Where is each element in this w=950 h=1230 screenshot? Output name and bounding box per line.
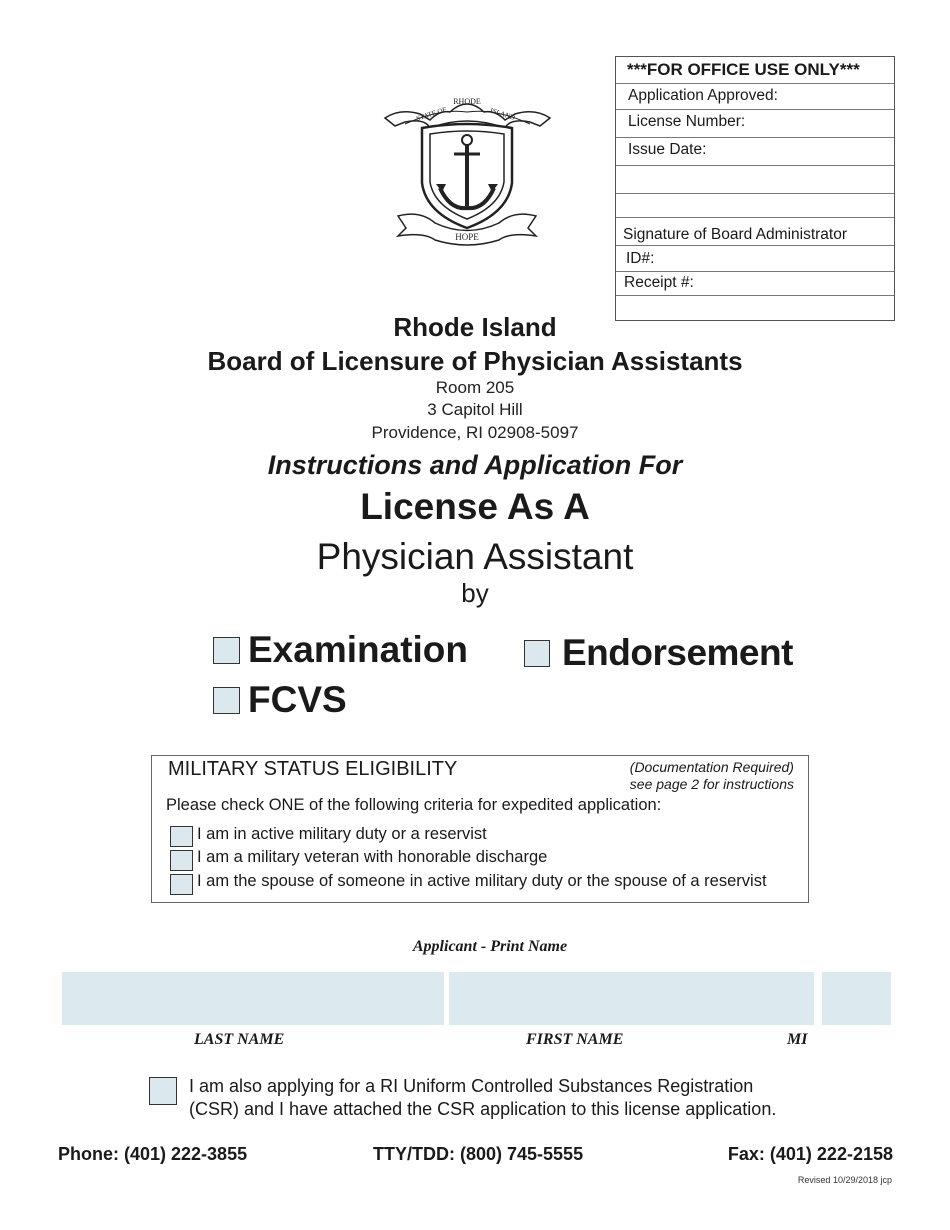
applicant-print-name-label: Applicant - Print Name <box>412 938 568 955</box>
address-city: Providence, RI 02908-5097 <box>371 423 579 442</box>
endorsement-label: Endorsement <box>562 632 793 673</box>
seal-motto: HOPE <box>455 232 479 242</box>
seal-banner-top: RHODE <box>453 97 481 106</box>
last-name-label: LAST NAME <box>194 1031 285 1048</box>
last-name-input[interactable] <box>62 972 444 1025</box>
by-label: by <box>461 578 489 608</box>
first-name-label: FIRST NAME <box>526 1031 624 1048</box>
military-active-checkbox[interactable] <box>170 826 193 847</box>
phone-number: Phone: (401) 222-3855 <box>58 1144 248 1164</box>
see-page-note: see page 2 for instructions <box>629 776 794 792</box>
seal-banner-left: STATE OF <box>415 105 448 123</box>
fcvs-label: FCVS <box>248 679 347 720</box>
office-receipt-label: Receipt #: <box>624 274 694 291</box>
endorsement-checkbox[interactable] <box>524 640 550 667</box>
tty-number: TTY/TDD: (800) 745-5555 <box>373 1144 584 1164</box>
profession-title: Physician Assistant <box>316 536 634 577</box>
doc-required-note: (Documentation Required) <box>629 759 794 775</box>
military-veteran-label: I am a military veteran with honorable discharge <box>197 848 548 866</box>
mi-label: MI <box>787 1031 808 1048</box>
office-header: ***FOR OFFICE USE ONLY*** <box>627 60 860 79</box>
office-blank-row <box>616 193 894 218</box>
examination-checkbox[interactable] <box>213 637 240 664</box>
examination-label: Examination <box>248 629 468 670</box>
office-license-number-label: License Number: <box>628 113 746 130</box>
csr-statement <box>189 1075 776 1121</box>
military-active-label: I am in active military duty or a reservist <box>197 825 487 843</box>
office-signature-row <box>616 217 894 246</box>
first-name-input[interactable] <box>449 972 814 1025</box>
board-title: Board of Licensure of Physician Assistants <box>207 346 743 376</box>
office-blank-row <box>616 165 894 194</box>
license-title: License As A <box>360 486 590 527</box>
office-receipt-row <box>616 271 894 296</box>
csr-line-2: (CSR) and I have attached the CSR application to this license application. <box>189 1099 777 1119</box>
csr-checkbox[interactable] <box>149 1077 177 1105</box>
military-instruction: Please check ONE of the following criteria for expedited application: <box>166 796 662 814</box>
middle-initial-input[interactable] <box>822 972 891 1025</box>
office-id-label: ID#: <box>626 250 655 267</box>
office-issue-row <box>616 137 894 166</box>
military-title: MILITARY STATUS ELIGIBILITY <box>168 758 458 780</box>
seal-banner-right: ISLAND <box>489 106 517 122</box>
address-street: 3 Capitol Hill <box>427 400 523 419</box>
address-room: Room 205 <box>435 378 515 397</box>
csr-line-1: I am also applying for a RI Uniform Controlled Substances Registration <box>189 1076 754 1096</box>
military-spouse-label: I am the spouse of someone in active military duty or the spouse of a reservist <box>197 872 767 890</box>
state-title: Rhode Island <box>393 312 557 342</box>
military-veteran-checkbox[interactable] <box>170 850 193 871</box>
military-status-section <box>151 755 809 903</box>
revision-note: Revised 10/29/2018 jcp <box>797 1175 892 1185</box>
fax-number: Fax: (401) 222-2158 <box>727 1144 893 1164</box>
rhode-island-seal-image <box>380 88 555 248</box>
office-id-row <box>616 245 894 272</box>
office-use-box <box>615 56 895 321</box>
fcvs-checkbox[interactable] <box>213 687 240 714</box>
office-header-row <box>616 57 894 84</box>
military-doc-note <box>630 759 794 793</box>
office-signature-label: Signature of Board Administrator <box>623 226 848 243</box>
office-issue-date-label: Issue Date: <box>628 141 707 158</box>
military-spouse-checkbox[interactable] <box>170 874 193 895</box>
instructions-title: Instructions and Application For <box>267 450 683 480</box>
office-approved-row <box>616 83 894 110</box>
office-license-row <box>616 109 894 138</box>
office-approved-label: Application Approved: <box>628 87 778 104</box>
